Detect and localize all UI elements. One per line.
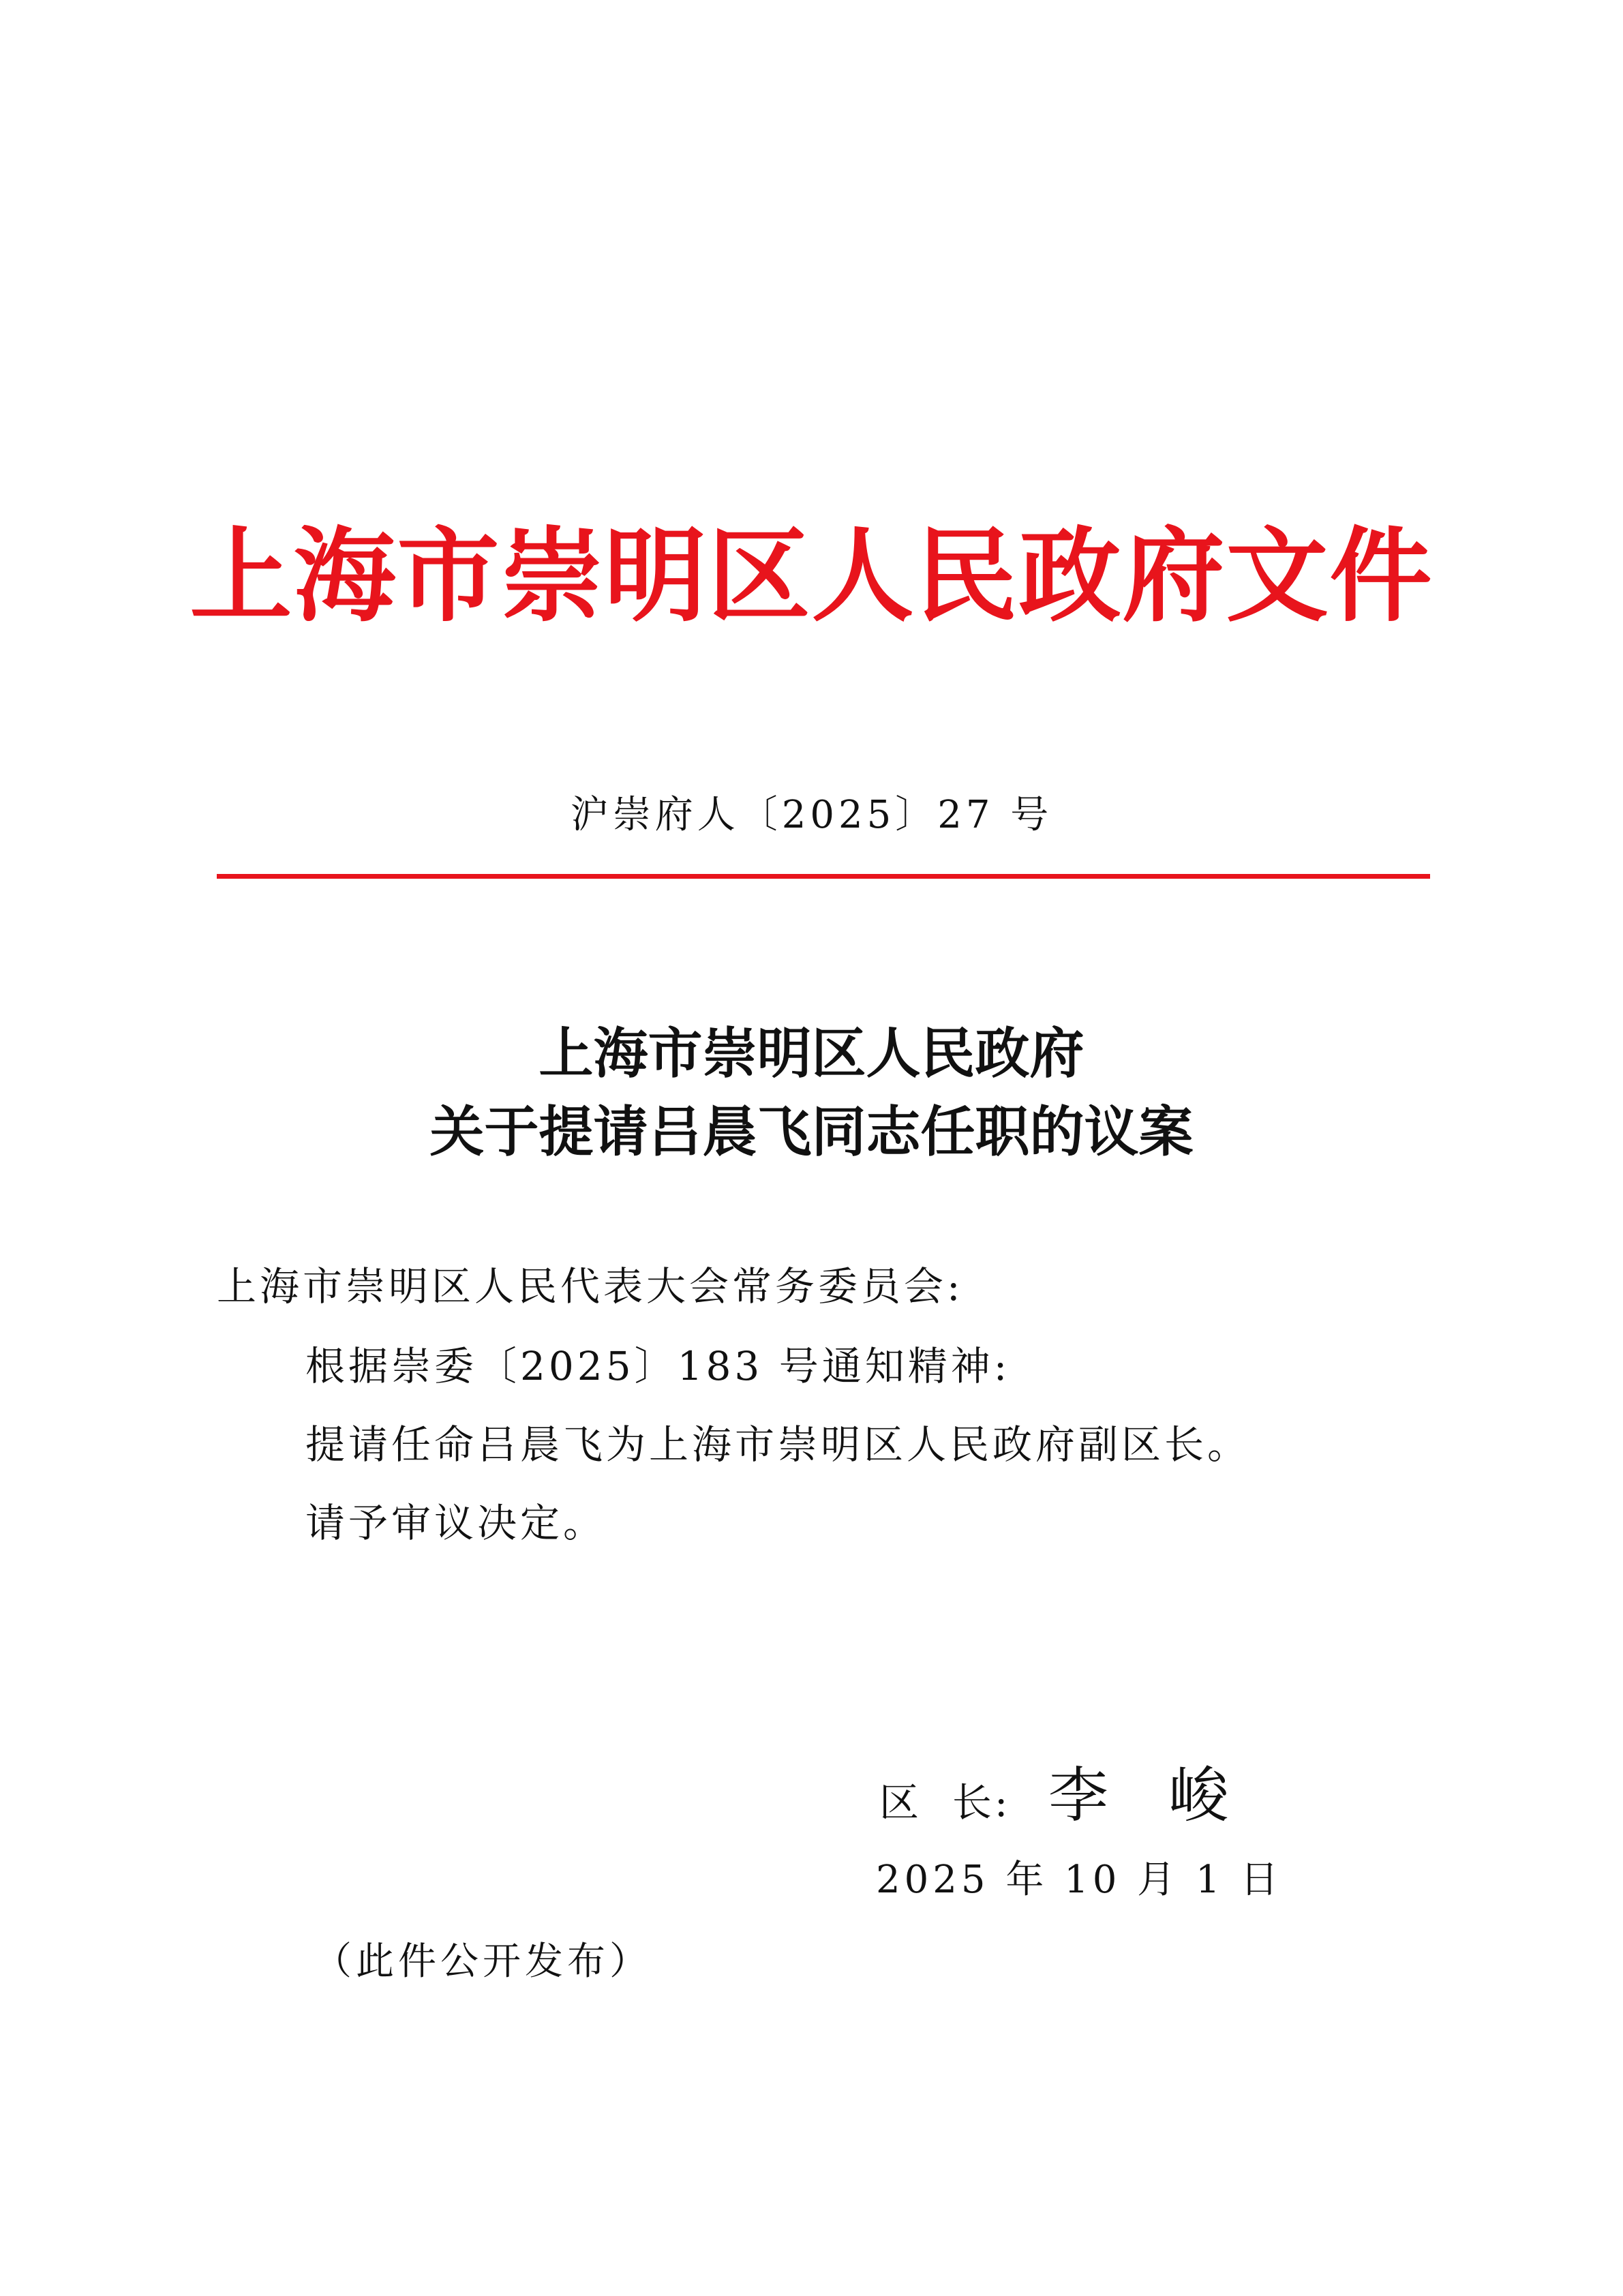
document-title-line-1: 上海市崇明区人民政府 <box>539 1021 1084 1085</box>
red-separator-line <box>217 874 1430 879</box>
publish-note: （此件公开发布） <box>314 1939 652 1984</box>
document-title-line-2: 关于提请吕晨飞同志任职的议案 <box>429 1100 1194 1164</box>
document-issuer-header: 上海市崇明区人民政府文件 <box>189 516 1434 636</box>
body-paragraph: 根据崇委〔2025〕183 号通知精神: <box>305 1343 1011 1389</box>
addressee: 上海市崇明区人民代表大会常务委员会: <box>217 1263 964 1310</box>
signature-name: 李 峻 <box>1048 1760 1249 1830</box>
document-number: 沪崇府人〔2025〕27 号 <box>570 793 1053 837</box>
signature-date: 2025 年 10 月 1 日 <box>876 1858 1283 1902</box>
body-paragraph: 请予审议决定。 <box>305 1500 607 1546</box>
body-paragraph: 提请任命吕晨飞为上海市崇明区人民政府副区长。 <box>305 1421 1251 1468</box>
signature-title-label: 区 长: <box>879 1779 1011 1826</box>
